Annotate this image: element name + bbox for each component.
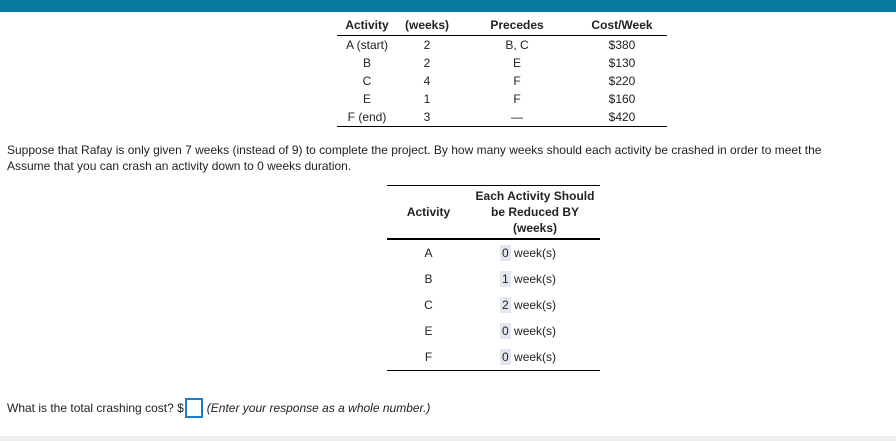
activity-table xyxy=(337,17,667,127)
table-row xyxy=(387,266,600,292)
cell-activity: F xyxy=(387,344,470,371)
top-bar xyxy=(0,0,896,12)
cell-cost: $380 xyxy=(608,38,636,52)
table-row xyxy=(337,54,667,72)
cell-cost: $420 xyxy=(577,108,667,127)
cell-weeks: 4 xyxy=(423,74,431,88)
crash-table xyxy=(387,185,600,371)
unit-label: week(s) xyxy=(514,246,557,260)
unit-label: week(s) xyxy=(514,324,557,338)
cell-weeks: 3 xyxy=(397,108,457,127)
cell-answer xyxy=(470,318,600,344)
cell-activity: C xyxy=(424,298,433,312)
header-cost-week: Cost/Week xyxy=(577,17,667,36)
header-activity: Activity xyxy=(387,186,470,240)
question-line-2: Assume that you can crash an activity down to 0 weeks duration. xyxy=(7,159,352,173)
cell-precedes: — xyxy=(457,108,577,127)
cell-activity: F (end) xyxy=(337,108,397,127)
table-row xyxy=(337,36,667,55)
table-row xyxy=(387,292,600,318)
table-row xyxy=(337,90,667,108)
cell-activity: B xyxy=(362,56,371,70)
cell-activity: A xyxy=(424,246,433,260)
answer-hint: (Enter your response as a whole number.) xyxy=(206,401,431,415)
cell-answer xyxy=(470,344,600,371)
total-cost-question xyxy=(7,398,430,418)
total-cost-input[interactable] xyxy=(185,398,203,418)
total-cost-label: What is the total crashing cost? $ xyxy=(7,401,184,415)
question-line-1: Suppose that Rafay is only given 7 weeks (instead of 9) to complete the project. By how many weeks should each activity be crashed in order to meet the xyxy=(7,143,822,157)
unit-label: week(s) xyxy=(514,298,557,312)
bottom-divider xyxy=(0,436,896,441)
cell-cost: $130 xyxy=(608,56,636,70)
cell-weeks: 2 xyxy=(423,56,431,70)
cell-activity: B xyxy=(424,272,433,286)
cell-activity: A (start) xyxy=(345,38,388,52)
cell-precedes: F xyxy=(513,92,521,106)
cell-answer xyxy=(470,266,600,292)
cell-activity: E xyxy=(424,324,433,338)
table-row xyxy=(387,239,600,266)
table-row xyxy=(337,108,667,127)
header-activity: Activity xyxy=(337,17,397,36)
cell-answer xyxy=(470,239,600,266)
answer-value[interactable]: 0 xyxy=(502,324,509,338)
cell-activity: E xyxy=(362,92,371,106)
cell-precedes: E xyxy=(512,56,521,70)
cell-cost: $160 xyxy=(608,92,636,106)
unit-label: week(s) xyxy=(514,272,557,286)
answer-value[interactable]: 2 xyxy=(502,298,509,312)
cell-answer xyxy=(470,292,600,318)
question-text xyxy=(7,142,821,174)
header-weeks: (weeks) xyxy=(397,17,457,36)
activity-table-header xyxy=(337,17,667,36)
answer-value[interactable]: 1 xyxy=(502,272,509,286)
answer-value[interactable]: 0 xyxy=(502,246,509,260)
cell-precedes: B, C xyxy=(505,38,529,52)
table-row xyxy=(337,72,667,90)
cell-weeks: 1 xyxy=(423,92,431,106)
unit-label: week(s) xyxy=(514,350,557,364)
cell-weeks: 2 xyxy=(423,38,431,52)
cell-cost: $220 xyxy=(608,74,636,88)
cell-activity: C xyxy=(362,74,372,88)
table-row xyxy=(387,318,600,344)
answer-value[interactable]: 0 xyxy=(502,350,509,364)
table-row xyxy=(387,344,600,371)
cell-precedes: F xyxy=(513,74,521,88)
header-reduce-by: Each Activity Should be Reduced BY (weeks) xyxy=(470,186,600,240)
crash-table-header xyxy=(387,186,600,240)
header-precedes: Precedes xyxy=(457,17,577,36)
